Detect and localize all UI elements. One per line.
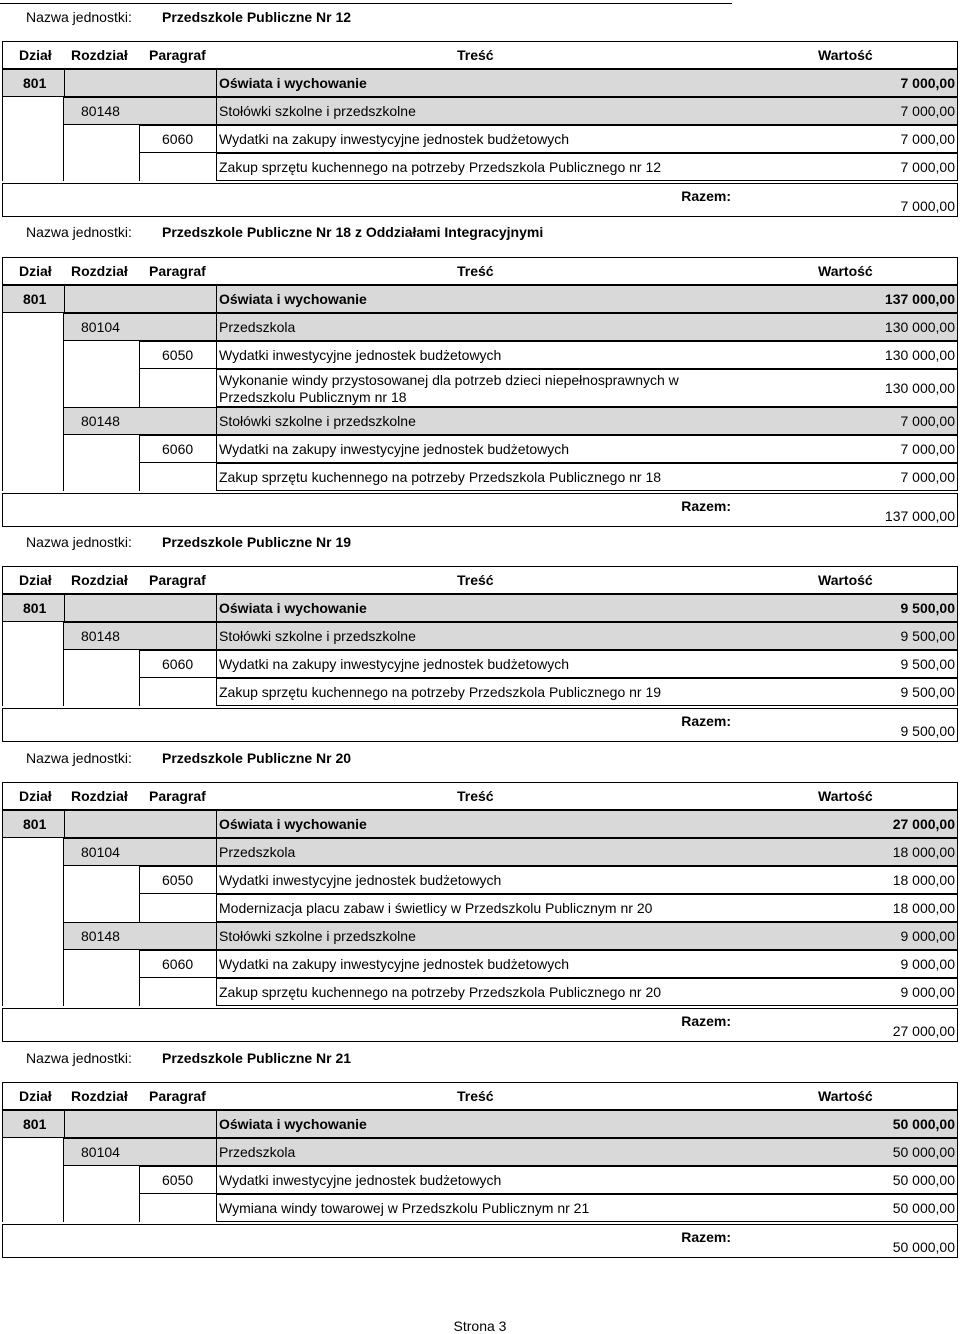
col-dzial: Dział	[19, 47, 52, 63]
col-rozdzial: Rozdział	[71, 788, 128, 804]
task-row	[216, 153, 958, 181]
paragraf-row	[139, 950, 958, 978]
paragraf-code: 6060	[162, 131, 194, 147]
col-tresc: Treść	[457, 788, 494, 804]
total-box	[2, 1224, 958, 1258]
task-value: 9 000,00	[900, 984, 955, 1000]
col-dzial: Dział	[19, 788, 52, 804]
paragraf-name: Wydatki na zakupy inwestycyjne jednostek budżetowych	[219, 656, 570, 672]
dzial-row	[2, 285, 958, 313]
col-wartosc: Wartość	[818, 263, 873, 279]
paragraf-value: 130 000,00	[884, 347, 955, 363]
rozdzial-value: 50 000,00	[892, 1144, 955, 1160]
col-wartosc: Wartość	[818, 47, 873, 63]
rozdzial-code: 80148	[81, 928, 120, 944]
col-wartosc: Wartość	[818, 572, 873, 588]
table-header	[2, 41, 958, 69]
dzial-row	[2, 810, 958, 838]
paragraf-code: 6050	[162, 347, 194, 363]
col-wartosc: Wartość	[818, 1088, 873, 1104]
paragraf-value: 7 000,00	[900, 131, 955, 147]
dzial-code: 801	[23, 291, 47, 307]
paragraf-row	[139, 866, 958, 894]
dzial-row	[2, 1110, 958, 1138]
rozdzial-code: 80104	[81, 844, 120, 860]
total-label: Razem:	[681, 1013, 731, 1029]
task-name-line2: Przedszkolu Publicznym nr 18	[219, 389, 407, 405]
dzial-row	[2, 69, 958, 97]
task-row	[216, 1194, 958, 1222]
col-paragraf: Paragraf	[149, 263, 206, 279]
table-header	[2, 1082, 958, 1110]
task-value: 7 000,00	[900, 469, 955, 485]
unit-name-label: Nazwa jednostki:	[26, 1050, 132, 1066]
total-box	[2, 708, 958, 742]
paragraf-name: Wydatki na zakupy inwestycyjne jednostek budżetowych	[219, 956, 570, 972]
table-header	[2, 782, 958, 810]
col-dzial: Dział	[19, 1088, 52, 1104]
rozdzial-name: Stołówki szkolne i przedszkolne	[219, 413, 416, 429]
task-row	[216, 369, 958, 407]
paragraf-row	[139, 341, 958, 369]
paragraf-name: Wydatki inwestycyjne jednostek budżetowych	[219, 872, 502, 888]
dzial-code: 801	[23, 816, 47, 832]
task-row	[216, 978, 958, 1006]
total-value: 50 000,00	[892, 1239, 955, 1255]
task-name: Zakup sprzętu kuchennego na potrzeby Przedszkola Publicznego nr 20	[219, 984, 662, 1000]
total-label: Razem:	[681, 1229, 731, 1245]
task-value: 7 000,00	[900, 159, 955, 175]
paragraf-value: 7 000,00	[900, 441, 955, 457]
paragraf-row	[139, 1166, 958, 1194]
paragraf-code: 6060	[162, 656, 194, 672]
rozdzial-code: 80148	[81, 103, 120, 119]
col-paragraf: Paragraf	[149, 572, 206, 588]
total-label: Razem:	[681, 498, 731, 514]
page-number: Strona 3	[453, 1318, 507, 1334]
dzial-name: Oświata i wychowanie	[219, 600, 367, 616]
dzial-name: Oświata i wychowanie	[219, 291, 367, 307]
task-value: 130 000,00	[884, 380, 955, 396]
paragraf-name: Wydatki inwestycyjne jednostek budżetowych	[219, 347, 502, 363]
paragraf-code: 6050	[162, 872, 194, 888]
table-header	[2, 257, 958, 285]
col-rozdzial: Rozdział	[71, 572, 128, 588]
rozdzial-name: Stołówki szkolne i przedszkolne	[219, 928, 416, 944]
unit-name: Przedszkole Publiczne Nr 18 z Oddziałami Integracyjnymi	[162, 224, 544, 240]
total-label: Razem:	[681, 188, 731, 204]
task-name-line1: Wykonanie windy przystosowanej dla potrzeb dzieci niepełnosprawnych w	[219, 372, 679, 388]
table-header	[2, 566, 958, 594]
col-rozdzial: Rozdział	[71, 1088, 128, 1104]
unit-name: Przedszkole Publiczne Nr 12	[162, 9, 352, 25]
dzial-value: 27 000,00	[892, 816, 955, 832]
rozdzial-row	[63, 97, 958, 125]
rozdzial-row	[63, 313, 958, 341]
unit-name-label: Nazwa jednostki:	[26, 224, 132, 240]
rozdzial-name: Przedszkola	[219, 844, 296, 860]
paragraf-value: 9 500,00	[900, 656, 955, 672]
rozdzial-value: 7 000,00	[900, 413, 955, 429]
task-row	[216, 678, 958, 706]
dzial-code: 801	[23, 600, 47, 616]
total-box	[2, 493, 958, 527]
paragraf-row	[139, 650, 958, 678]
task-name: Zakup sprzętu kuchennego na potrzeby Przedszkola Publicznego nr 18	[219, 469, 662, 485]
rozdzial-name: Przedszkola	[219, 319, 296, 335]
col-paragraf: Paragraf	[149, 47, 206, 63]
dzial-value: 137 000,00	[884, 291, 955, 307]
unit-name: Przedszkole Publiczne Nr 21	[162, 1050, 352, 1066]
paragraf-value: 9 000,00	[900, 956, 955, 972]
rozdzial-value: 18 000,00	[892, 844, 955, 860]
dzial-name: Oświata i wychowanie	[219, 1116, 367, 1132]
dzial-value: 50 000,00	[892, 1116, 955, 1132]
rozdzial-value: 130 000,00	[884, 319, 955, 335]
rozdzial-code: 80104	[81, 319, 120, 335]
rozdzial-code: 80104	[81, 1144, 120, 1160]
dzial-value: 7 000,00	[900, 75, 955, 91]
paragraf-value: 18 000,00	[892, 872, 955, 888]
dzial-code: 801	[23, 75, 47, 91]
unit-name-label: Nazwa jednostki:	[26, 9, 132, 25]
total-value: 27 000,00	[892, 1023, 955, 1039]
paragraf-row	[139, 125, 958, 153]
unit-name: Przedszkole Publiczne Nr 20	[162, 750, 352, 766]
total-box	[2, 1008, 958, 1042]
rozdzial-name: Stołówki szkolne i przedszkolne	[219, 628, 416, 644]
dzial-name: Oświata i wychowanie	[219, 816, 367, 832]
rozdzial-name: Przedszkola	[219, 1144, 296, 1160]
rozdzial-row	[63, 922, 958, 950]
task-row	[216, 463, 958, 491]
paragraf-value: 50 000,00	[892, 1172, 955, 1188]
total-label: Razem:	[681, 713, 731, 729]
unit-name-label: Nazwa jednostki:	[26, 750, 132, 766]
rozdzial-row	[63, 622, 958, 650]
paragraf-code: 6060	[162, 441, 194, 457]
paragraf-code: 6050	[162, 1172, 194, 1188]
task-value: 9 500,00	[900, 684, 955, 700]
rozdzial-code: 80148	[81, 413, 120, 429]
task-row	[216, 894, 958, 922]
paragraf-name: Wydatki na zakupy inwestycyjne jednostek budżetowych	[219, 131, 570, 147]
total-value: 7 000,00	[900, 198, 955, 214]
col-paragraf: Paragraf	[149, 1088, 206, 1104]
col-tresc: Treść	[457, 1088, 494, 1104]
top-rule	[0, 3, 732, 4]
task-name: Zakup sprzętu kuchennego na potrzeby Przedszkola Publicznego nr 12	[219, 159, 662, 175]
col-tresc: Treść	[457, 263, 494, 279]
col-wartosc: Wartość	[818, 788, 873, 804]
rozdzial-row	[63, 1138, 958, 1166]
paragraf-row	[139, 435, 958, 463]
paragraf-name: Wydatki inwestycyjne jednostek budżetowych	[219, 1172, 502, 1188]
rozdzial-value: 9 000,00	[900, 928, 955, 944]
col-dzial: Dział	[19, 572, 52, 588]
dzial-code: 801	[23, 1116, 47, 1132]
col-paragraf: Paragraf	[149, 788, 206, 804]
rozdzial-value: 7 000,00	[900, 103, 955, 119]
col-rozdzial: Rozdział	[71, 263, 128, 279]
total-value: 137 000,00	[884, 508, 955, 524]
col-rozdzial: Rozdział	[71, 47, 128, 63]
rozdzial-value: 9 500,00	[900, 628, 955, 644]
rozdzial-code: 80148	[81, 628, 120, 644]
rozdzial-row	[63, 838, 958, 866]
unit-name: Przedszkole Publiczne Nr 19	[162, 534, 352, 550]
col-tresc: Treść	[457, 572, 494, 588]
task-name: Zakup sprzętu kuchennego na potrzeby Przedszkola Publicznego nr 19	[219, 684, 662, 700]
dzial-value: 9 500,00	[900, 600, 955, 616]
unit-name-label: Nazwa jednostki:	[26, 534, 132, 550]
task-name: Modernizacja placu zabaw i świetlicy w Przedszkolu Publicznym nr 20	[219, 900, 653, 916]
rozdzial-row	[63, 407, 958, 435]
dzial-row	[2, 594, 958, 622]
col-tresc: Treść	[457, 47, 494, 63]
total-value: 9 500,00	[900, 723, 955, 739]
paragraf-code: 6060	[162, 956, 194, 972]
col-dzial: Dział	[19, 263, 52, 279]
dzial-name: Oświata i wychowanie	[219, 75, 367, 91]
paragraf-name: Wydatki na zakupy inwestycyjne jednostek budżetowych	[219, 441, 570, 457]
total-box	[2, 183, 958, 217]
rozdzial-name: Stołówki szkolne i przedszkolne	[219, 103, 416, 119]
task-value: 50 000,00	[892, 1200, 955, 1216]
task-name: Wymiana windy towarowej w Przedszkolu Publicznym nr 21	[219, 1200, 590, 1216]
task-value: 18 000,00	[892, 900, 955, 916]
